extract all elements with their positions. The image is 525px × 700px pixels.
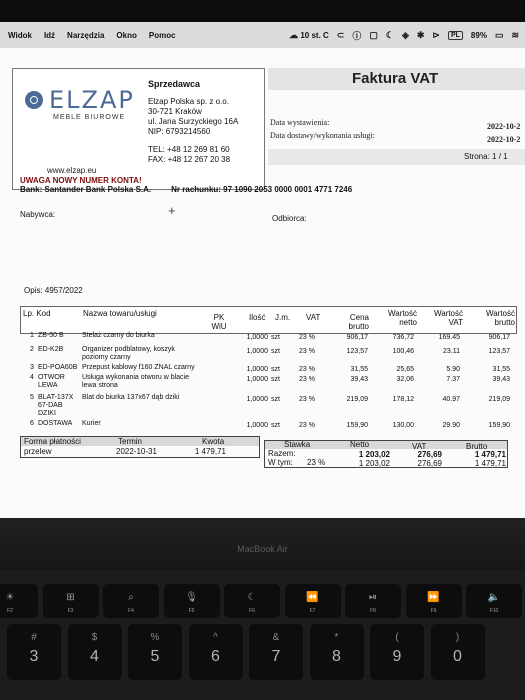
cell-nazwa: Przepust kablowy f160 ZNAL czarny (82, 364, 195, 371)
cell-ilosc: 1,0000 (246, 422, 268, 429)
key-digit: 8 (332, 648, 341, 665)
fkey-f9[interactable] (406, 584, 462, 618)
invoice-document (0, 48, 525, 518)
macbook-label: MacBook Air (237, 544, 288, 554)
cell-vat: 23 % (299, 366, 315, 373)
col-lp-kod: Lp. Kod (23, 309, 51, 318)
cell-cena: 159,90 (346, 422, 368, 429)
payment-term-label: Termin (118, 437, 143, 446)
cell-vat: 23 % (299, 334, 315, 341)
key-digit: 9 (392, 648, 402, 665)
fkey-label: F4 (128, 608, 134, 614)
receiver-label: Odbiorca: (272, 214, 307, 223)
cell-nazwa: Organizer podblatowy, koszyk poziomy czarny (82, 346, 175, 361)
cell-nazwa: Kurier (82, 420, 101, 427)
cell-netto: 25,65 (396, 366, 414, 373)
key-symbol: * (334, 632, 339, 643)
input-language[interactable]: PL (448, 31, 463, 40)
cell-lp: 6 (30, 420, 34, 427)
moon-icon[interactable]: ☾ (385, 29, 394, 40)
cell-netto: 736,72 (392, 334, 414, 341)
col-pkwiu: PK WiU (211, 313, 227, 331)
cell-vat: 23 % (299, 396, 315, 403)
key-symbol: % (150, 632, 160, 643)
issue-date: 2022-10-2 (487, 122, 521, 131)
key-4[interactable] (68, 624, 122, 680)
fkey-glyph-icon: ☀ (5, 592, 15, 603)
status-area (289, 29, 525, 42)
cell-jm: szt (271, 366, 280, 373)
payment-method: przelew (24, 447, 52, 456)
cell-ilosc: 1,0000 (246, 334, 268, 341)
wifi-icon[interactable]: ≋ (511, 29, 519, 40)
key-digit: 6 (211, 648, 220, 665)
fkey-glyph-icon: ⊞ (66, 592, 75, 603)
cell-brutto: 159,90 (488, 422, 510, 429)
payment-amount-label: Kwota (202, 437, 225, 446)
items-table-header (20, 306, 517, 334)
cell-lp: 4 (30, 374, 34, 381)
page-indicator: Strona: 1 / 1 (464, 152, 508, 161)
buyer-label: Nabywca: (20, 210, 56, 219)
fkey-label: F2 (7, 608, 13, 614)
totals-wtym-rate: 23 % (307, 458, 326, 467)
cell-nazwa: Usługa wykonania otworu w blacie lewa strona (82, 374, 189, 389)
cell-kod: BLAT-137X 67-DAB DZIKI (38, 394, 74, 417)
cell-kod: ED-POA60B (38, 364, 78, 371)
key-symbol: & (272, 632, 280, 643)
menu-bar (0, 22, 525, 48)
info-icon[interactable]: ⓘ (352, 30, 362, 41)
screen-top-bezel (0, 0, 525, 22)
key-digit: 7 (271, 648, 281, 665)
bank-info (20, 185, 352, 194)
totals-wtym-brutto: 1 479,71 (474, 459, 506, 468)
cell-netto: 130,00 (392, 422, 414, 429)
logo-box (12, 68, 140, 190)
window-icon[interactable]: ▢ (369, 29, 378, 40)
delivery-date: 2022-10-2 (487, 135, 521, 144)
key-7[interactable] (249, 624, 303, 680)
cell-ilosc: 1,0000 (246, 348, 268, 355)
fkey-f7[interactable] (285, 584, 341, 618)
fkey-f2[interactable] (0, 584, 38, 618)
cell-kod: ED-K2B (38, 346, 64, 353)
totals-razem-netto: 1 203,02 (358, 450, 390, 459)
cell-nazwa: Blat do biurka 137x67 dąb dziki (82, 394, 180, 401)
cell-vat: 23 % (299, 348, 315, 355)
key-digit: 3 (29, 648, 39, 665)
invoice-title: Faktura VAT (352, 70, 439, 87)
account-notice: UWAGA NOWY NUMER KONTA! (20, 176, 142, 185)
key-5[interactable] (128, 624, 182, 680)
cloud-icon: ☁ (289, 29, 299, 40)
key-symbol: ^ (213, 632, 218, 643)
col-nazwa: Nazwa towaru/usługi (83, 309, 157, 318)
delivery-date-label: Data dostawy/wykonania usługi: (270, 131, 375, 140)
fkey-f4[interactable] (103, 584, 159, 618)
play-icon[interactable]: ⊳ (432, 29, 440, 40)
seller-name: Elzap Polska sp. z o.o. (148, 97, 229, 106)
menu-widok[interactable]: Widok (8, 30, 32, 40)
cell-brutto: 219,09 (488, 396, 510, 403)
cell-netto: 178,12 (392, 396, 414, 403)
fkey-f5[interactable] (164, 584, 220, 618)
payment-term: 2022-10-31 (116, 447, 157, 456)
cast-icon[interactable]: ◈ (401, 29, 409, 40)
cell-jm: szt (271, 376, 280, 383)
cell-ilosc: 1,0000 (246, 366, 268, 373)
cell-ilosc: 1,0000 (246, 396, 268, 403)
cell-kod: DOSTAWA (38, 420, 73, 427)
totals-vat-label: VAT (412, 442, 427, 451)
cell-brutto: 906,17 (488, 334, 510, 341)
fkey-label: F8 (370, 608, 376, 614)
fkey-glyph-icon: ☾ (247, 592, 257, 603)
col-brutto: Wartość brutto (485, 309, 515, 327)
app-icon[interactable]: ⊂ (336, 29, 345, 40)
menu-idz[interactable]: Idź (43, 30, 56, 40)
website: www.elzap.eu (47, 166, 97, 175)
cell-brutto: 39,43 (492, 376, 510, 383)
seller-street: ul. Jana Surzyckiego 16A (148, 117, 239, 126)
payment-method-label: Forma płatności (24, 437, 81, 446)
cell-cena: 219,09 (346, 396, 368, 403)
description: Opis: 4957/2022 (24, 286, 83, 295)
cell-brutto: 31,55 (492, 366, 510, 373)
col-vat: VAT (306, 313, 321, 322)
cell-jm: szt (271, 334, 280, 341)
bank-account: Nr rachunku: 97 1090 2053 0000 0001 4771 7246 (171, 185, 353, 194)
key-8[interactable] (310, 624, 364, 680)
fkey-label: F7 (309, 608, 316, 614)
cell-netto: 100,46 (392, 348, 414, 355)
fkey-f6[interactable] (224, 584, 280, 618)
cell-cena: 39,43 (350, 376, 368, 383)
keyboard (0, 570, 525, 700)
key-6[interactable] (189, 624, 243, 680)
key-symbol: $ (91, 632, 98, 643)
cell-nazwa: Stelaż czarny do biurka (82, 332, 155, 339)
totals-wtym-netto: 1 203,02 (358, 459, 390, 468)
page-indicator-bar (268, 149, 525, 165)
seller-tel: TEL: +48 12 269 81 60 (148, 145, 230, 154)
fkey-label: F10 (489, 608, 499, 614)
cell-cena: 123,57 (346, 348, 368, 355)
battery-percent: 89% (470, 30, 487, 40)
key-symbol: ( (395, 632, 399, 643)
bank-name: Bank: Santander Bank Polska S.A. (20, 185, 152, 194)
seller-nip: NIP: 6793214560 (148, 127, 211, 136)
cell-kod: OTWOR LEWA (38, 374, 65, 389)
col-jm: J.m. (275, 313, 291, 322)
col-ilosc: Ilość (249, 313, 266, 322)
col-vat-value: Wartość VAT (433, 309, 463, 327)
fkey-label: F3 (67, 608, 74, 614)
cell-vat-val: 169.45 (438, 334, 460, 341)
key-digit: 5 (150, 648, 160, 665)
cell-vat-val: 40.97 (442, 396, 460, 403)
cell-vat-val: 7.37 (446, 376, 460, 383)
fkey-glyph-icon: ⏩ (427, 592, 440, 603)
issue-date-label: Data wystawienia: (270, 118, 330, 127)
cell-kod: ZB-50 B (38, 332, 64, 339)
seller-fax: FAX: +48 12 267 20 38 (148, 155, 231, 164)
logo-subtitle: MEBLE BIUROWE (53, 114, 126, 121)
cell-jm: szt (271, 396, 280, 403)
fkey-f10[interactable] (466, 584, 522, 618)
totals-rate-label: Stawka (284, 440, 311, 449)
seller-city: 30-721 Kraków (148, 107, 202, 116)
totals-wtym-label: W tym: (268, 458, 293, 467)
fkey-label: F5 (188, 608, 195, 614)
bluetooth-icon[interactable]: ✱ (416, 29, 425, 40)
cell-lp: 5 (30, 394, 34, 401)
cell-lp: 3 (30, 364, 34, 371)
totals-netto-label: Netto (350, 440, 370, 449)
cell-brutto: 123,57 (488, 348, 510, 355)
menu-okno[interactable]: Okno (116, 30, 137, 40)
totals-razem-label: Razem: (268, 449, 296, 458)
cell-vat-val: 5.90 (446, 366, 460, 373)
fkey-glyph-icon: 🎙 (185, 592, 198, 603)
cell-jm: szt (271, 348, 280, 355)
elzap-logo-icon (25, 91, 43, 109)
totals-wtym-vat: 276,69 (417, 459, 442, 468)
key-digit: 4 (90, 648, 99, 665)
cell-cena: 31,55 (350, 366, 368, 373)
totals-razem-brutto: 1 479,71 (474, 450, 506, 459)
fkey-f3[interactable] (43, 584, 99, 618)
col-cena: Cena brutto (348, 313, 369, 331)
key-digit: 0 (453, 648, 462, 665)
cell-vat: 23 % (299, 422, 315, 429)
logo-text: ELZAP (49, 86, 135, 114)
cell-cena: 906,17 (346, 334, 368, 341)
battery-icon[interactable]: ▭ (494, 29, 504, 40)
menu-pomoc[interactable]: Pomoc (148, 30, 176, 40)
fkey-label: F6 (249, 608, 255, 614)
cell-vat: 23 % (299, 376, 315, 383)
col-netto: Wartość netto (387, 309, 417, 327)
fkey-glyph-icon: ⌕ (128, 592, 134, 603)
cursor-crosshair-icon: + (168, 203, 176, 218)
cell-jm: szt (271, 422, 280, 429)
cell-lp: 1 (30, 332, 34, 339)
seller-title: Sprzedawca (148, 79, 201, 89)
weather-widget[interactable]: ☁ 10 st. C (289, 29, 329, 40)
fkey-glyph-icon: ⏪ (306, 592, 319, 603)
cell-ilosc: 1,0000 (246, 376, 268, 383)
cell-lp: 2 (30, 346, 34, 353)
laptop-bezel (0, 518, 525, 570)
key-0[interactable] (431, 624, 485, 680)
key-symbol: ) (455, 632, 460, 643)
menu-narzedzia[interactable]: Narzędzia (67, 30, 105, 40)
cell-netto: 32,06 (396, 376, 414, 383)
payment-amount: 1 479,71 (194, 447, 226, 456)
cell-vat-val: 29.90 (442, 422, 460, 429)
key-3[interactable] (7, 624, 61, 680)
seller-box (138, 68, 265, 190)
fkey-glyph-icon: 🔈 (487, 592, 501, 603)
fkey-label: F9 (430, 608, 437, 614)
fkey-glyph-icon: ⏯ (369, 592, 377, 603)
key-symbol: # (31, 632, 37, 643)
cell-vat-val: 23.11 (443, 348, 460, 355)
key-9[interactable] (370, 624, 424, 680)
totals-brutto-label: Brutto (466, 442, 488, 451)
fkey-f8[interactable] (345, 584, 401, 618)
totals-razem-vat: 276,69 (417, 450, 442, 459)
